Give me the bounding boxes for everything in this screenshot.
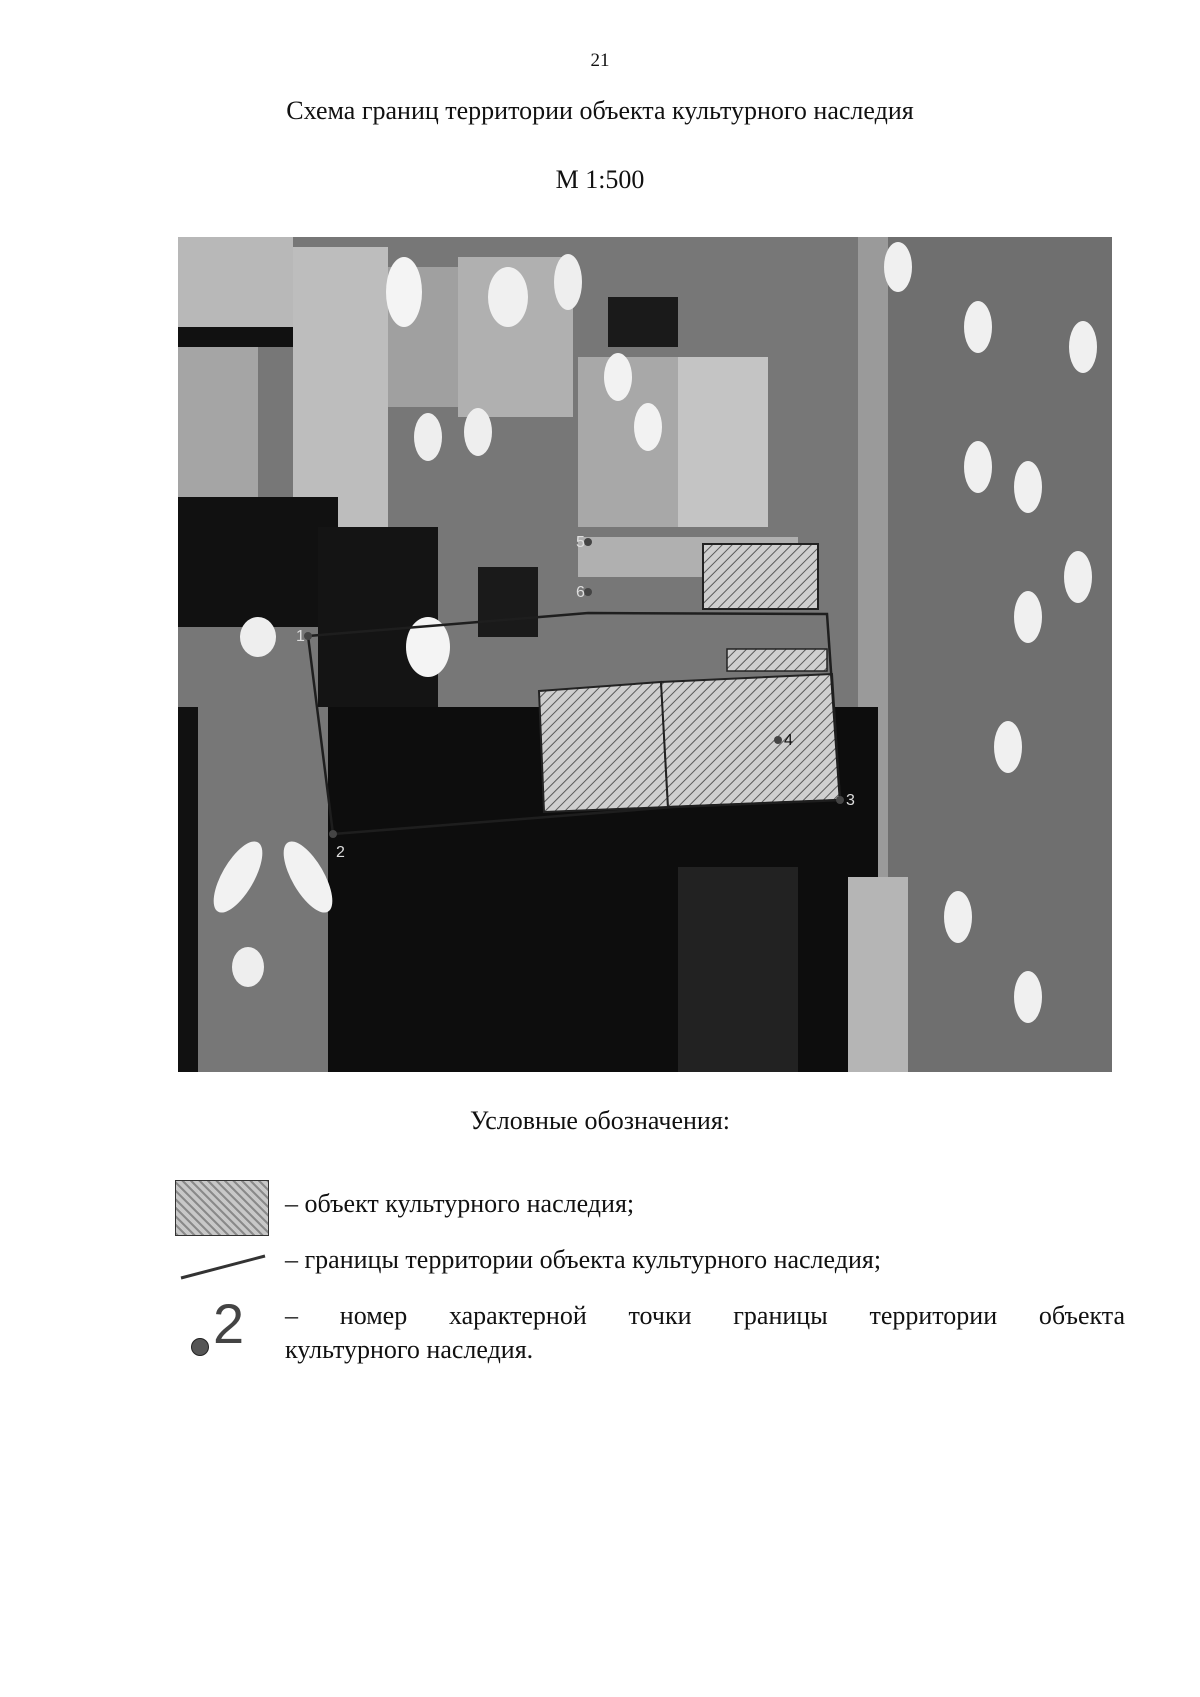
legend-item-heritage-object — [175, 1180, 1125, 1236]
boundary-line-icon — [175, 1244, 271, 1284]
page-title: Схема границ территории объекта культурного наследия — [286, 96, 914, 125]
aerial-map-image — [178, 237, 1112, 1072]
map-scale: М 1:500 — [555, 165, 645, 194]
point-label-3: 3 — [846, 792, 855, 809]
legend-item-text: – объект культурного наследия; — [285, 1189, 635, 1218]
legend-title: Условные обозначения: — [469, 1106, 731, 1135]
legend-item-text: – номер характерной точки границы территории объекта — [285, 1301, 1125, 1330]
point-label-4: 4 — [784, 732, 793, 749]
page-number: 21 — [590, 50, 610, 71]
point-label-2: 2 — [336, 844, 345, 861]
legend-item-text-continued: культурного наследия. — [285, 1335, 534, 1364]
point-label-1: 1 — [296, 628, 305, 645]
legend-item-text: – границы территории объекта культурного наследия; — [285, 1245, 882, 1274]
legend-item-boundary — [175, 1244, 1125, 1284]
point-marker-icon — [191, 1338, 209, 1356]
point-label-5: 5 — [576, 534, 585, 551]
hatched-rectangle-icon — [175, 1180, 269, 1236]
point-label-6: 6 — [576, 584, 585, 601]
legend-item-point-number — [175, 1292, 1125, 1372]
legend-point-number: 2 — [213, 1292, 245, 1355]
aerial-map — [178, 237, 1112, 1072]
